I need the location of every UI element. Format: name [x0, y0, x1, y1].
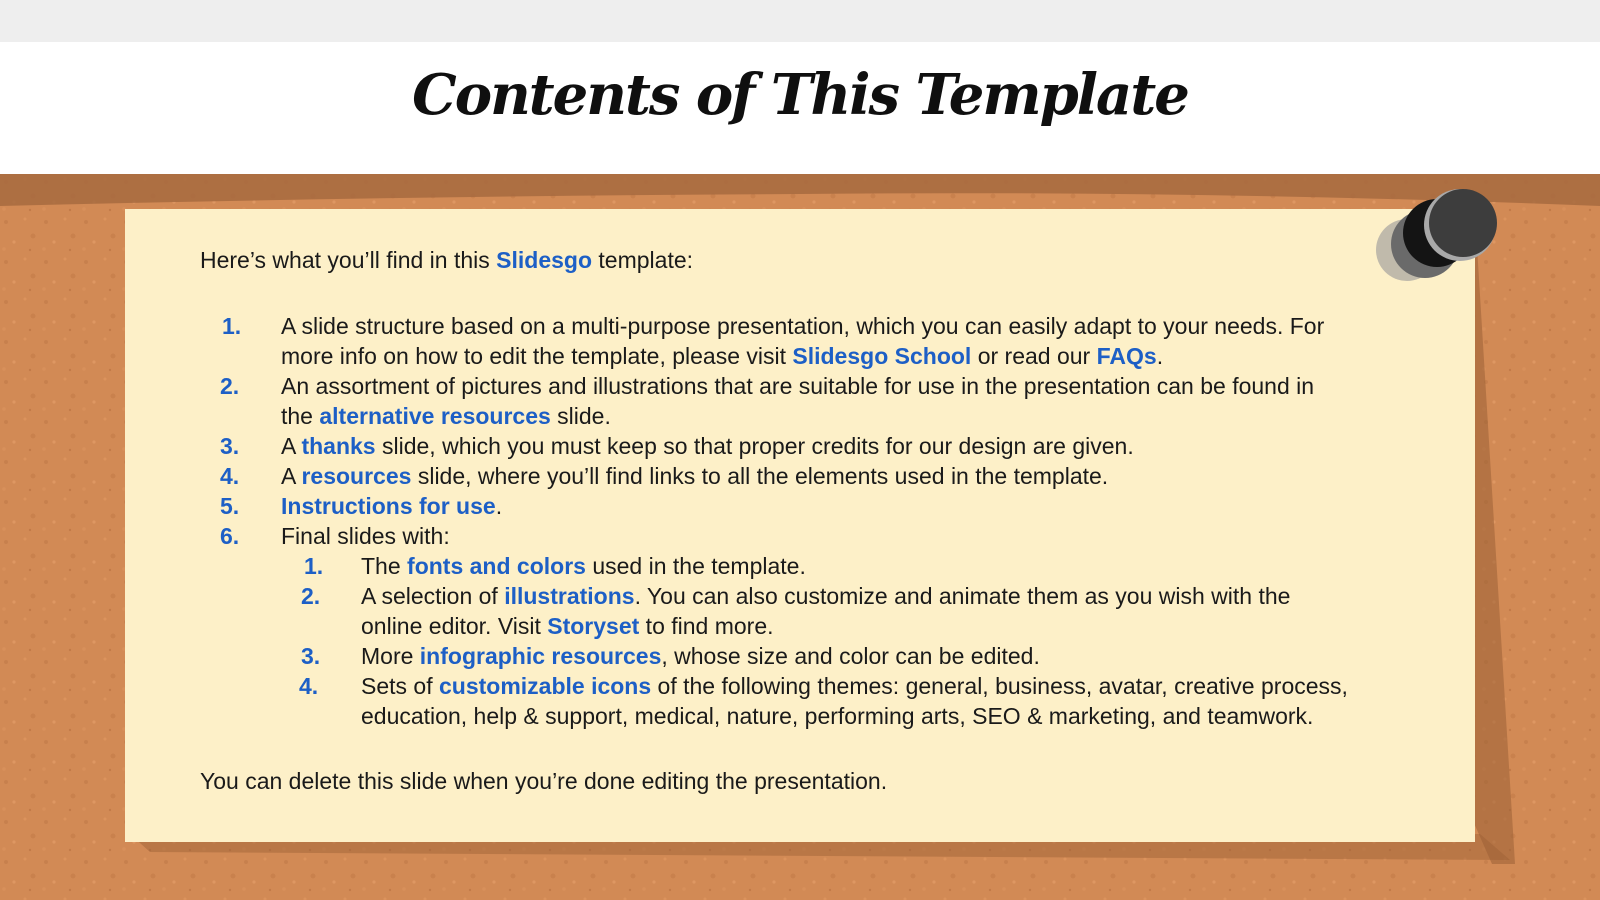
- item-4-line: [281, 463, 1108, 490]
- item-5-text-end: .: [495, 493, 503, 519]
- subitem-4-line2: education, help & support, medical, nature, performing arts, SEO & marketing, and teamwork.: [361, 703, 1314, 729]
- item-4-text: A: [281, 463, 302, 489]
- faqs-link[interactable]: FAQs: [1096, 343, 1157, 369]
- subitem-4-text-end: of the following themes: general, business, avatar, creative process,: [651, 673, 1348, 699]
- item-4-text-end: slide, where you’ll find links to all the elements used in the template.: [411, 463, 1109, 489]
- subitem-1-line: [361, 553, 806, 580]
- item-2-text-end: slide.: [550, 403, 611, 429]
- item-number-6: 6.: [220, 523, 240, 549]
- item-5-line: [281, 493, 502, 520]
- fonts-and-colors-link[interactable]: fonts and colors: [407, 553, 586, 579]
- infographic-resources-link[interactable]: infographic resources: [419, 643, 662, 669]
- slidesgo-link[interactable]: Slidesgo: [496, 247, 593, 273]
- item-number-4: 4.: [220, 463, 240, 489]
- item-1-text-mid: or read our: [971, 343, 1097, 369]
- item-2-text: the: [281, 403, 320, 429]
- pushpin-icon: [1375, 188, 1505, 293]
- item-number-1: 1.: [222, 313, 242, 339]
- item-3-text: A: [281, 433, 302, 459]
- subitem-2-line2-end: to find more.: [639, 613, 774, 639]
- intro-text-end: template:: [592, 247, 694, 273]
- alternative-resources-link[interactable]: alternative resources: [319, 403, 551, 429]
- intro-text-start: Here’s what you’ll find in this: [200, 247, 497, 273]
- subitem-3-text-end: , whose size and color can be edited.: [661, 643, 1040, 669]
- item-number-3: 3.: [220, 433, 240, 459]
- item-1-line1: A slide structure based on a multi-purpose presentation, which you can easily adapt to your needs. For: [281, 313, 1325, 339]
- subitem-2-text: A selection of: [361, 583, 505, 609]
- subitem-4-line1: [361, 673, 1348, 700]
- item-1-text: more info on how to edit the template, please visit: [281, 343, 793, 369]
- item-2-line2: [281, 403, 611, 430]
- item-number-5: 5.: [220, 493, 240, 519]
- footer-text: You can delete this slide when you’re done editing the presentation.: [200, 768, 888, 794]
- illustrations-link[interactable]: illustrations: [504, 583, 635, 609]
- subitem-2-line1: [361, 583, 1290, 610]
- thanks-link[interactable]: thanks: [301, 433, 376, 459]
- subitem-2-text-end: . You can also customize and animate them as you wish with the: [634, 583, 1291, 609]
- item-2-line1: An assortment of pictures and illustrations that are suitable for use in the presentation can be found in: [281, 373, 1315, 399]
- subitem-number-2: 2.: [301, 583, 321, 609]
- subitem-2-line2: [361, 613, 774, 640]
- item-number-2: 2.: [220, 373, 240, 399]
- subitem-1-text: The: [361, 553, 408, 579]
- subitem-number-3: 3.: [301, 643, 321, 669]
- item-1-text-end: .: [1156, 343, 1164, 369]
- customizable-icons-link[interactable]: customizable icons: [438, 673, 652, 699]
- top-strip: [0, 0, 1600, 42]
- slide-title: Contents of This Template: [412, 62, 1188, 128]
- subitem-1-text-end: used in the template.: [585, 553, 806, 579]
- instructions-for-use-link[interactable]: Instructions for use: [281, 493, 496, 519]
- item-3-text-end: slide, which you must keep so that proper credits for our design are given.: [375, 433, 1134, 459]
- subitem-number-1: 1.: [304, 553, 324, 579]
- intro-text: [200, 247, 693, 274]
- subitem-3-text: More: [361, 643, 420, 669]
- subitem-2-line2-text: online editor. Visit: [361, 613, 548, 639]
- item-3-line: [281, 433, 1134, 460]
- subitem-4-text: Sets of: [361, 673, 439, 699]
- slidesgo-school-link[interactable]: Slidesgo School: [792, 343, 972, 369]
- item-6-line: Final slides with:: [281, 523, 450, 549]
- subitem-3-line: [361, 643, 1040, 670]
- resources-link[interactable]: resources: [301, 463, 412, 489]
- subitem-number-4: 4.: [299, 673, 319, 699]
- storyset-link[interactable]: Storyset: [547, 613, 640, 639]
- item-1-line2: [281, 343, 1163, 370]
